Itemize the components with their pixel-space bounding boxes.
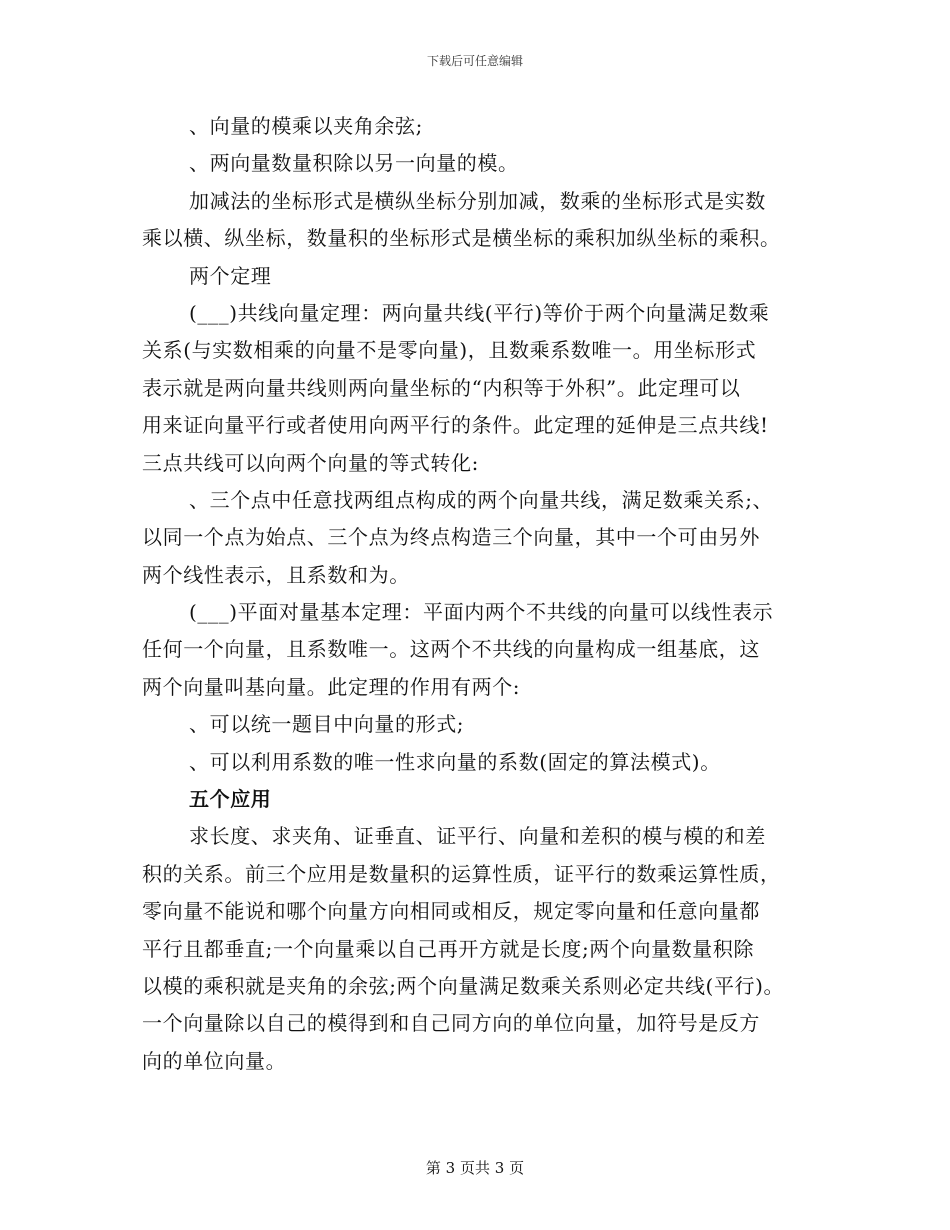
- paragraph-line: 、向量的模乘以夹角余弦;: [189, 114, 423, 138]
- paragraph-line: 以模的乘积就是夹角的余弦;两个向量满足数乘关系则必定共线(平行)。: [142, 973, 785, 998]
- paragraph-line: 以同一个点为始点、三个点为终点构造三个向量，其中一个可由另外: [142, 525, 760, 550]
- paragraph-line: (___)平面对量基本定理：平面内两个不共线的向量可以线性表示: [189, 600, 774, 625]
- paragraph-line: 三点共线可以向两个向量的等式转化:: [142, 450, 479, 475]
- paragraph-line: 向的单位向量。: [142, 1048, 287, 1073]
- paragraph-line: 加减法的坐标形式是横纵坐标分别加减，数乘的坐标形式是实数: [189, 188, 766, 213]
- paragraph-line: (___)共线向量定理：两向量共线(平行)等价于两个向量满足数乘: [189, 300, 770, 325]
- paragraph-line: 乘以横、纵坐标，数量积的坐标形式是横坐标的乘积加纵坐标的乘积。: [142, 226, 781, 251]
- paragraph-line: 用来证向量平行或者使用向两平行的条件。此定理的延伸是三点共线!: [142, 413, 769, 438]
- section-heading: 两个定理: [189, 263, 272, 288]
- paragraph-line: 关系(与实数相乘的向量不是零向量)，且数乘系数唯一。用坐标形式: [142, 338, 757, 363]
- paragraph-line: 一个向量除以自己的模得到和自己同方向的单位向量，加符号是反方: [142, 1011, 760, 1036]
- page-footer: 第 3 页共 3 页: [425, 1159, 525, 1177]
- page-header: 下载后可任意编辑: [426, 54, 523, 68]
- paragraph-line: 任何一个向量，且系数唯一。这两个不共线的向量构成一组基底，这: [142, 637, 760, 662]
- paragraph-line: 求长度、求夹角、证垂直、证平行、向量和差积的模与模的和差: [189, 824, 766, 849]
- paragraph-line: 积的关系。前三个应用是数量积的运算性质，证平行的数乘运算性质，: [142, 861, 781, 886]
- section-heading: 五个应用: [189, 787, 272, 812]
- paragraph-line: 表示就是两向量共线则两向量坐标的“内积等于外积”。此定理可以: [142, 375, 741, 400]
- paragraph-line: 平行且都垂直;一个向量乘以自己再开方就是长度;两个向量数量积除: [142, 936, 755, 961]
- paragraph-line: 两个线性表示，且系数和为。: [142, 562, 410, 587]
- paragraph-line: 零向量不能说和哪个向量方向相同或相反，规定零向量和任意向量都: [142, 899, 760, 924]
- document-body: [142, 108, 832, 1080]
- paragraph-line: 、两向量数量积除以另一向量的模。: [189, 151, 519, 176]
- paragraph-line: 两个向量叫基向量。此定理的作用有两个:: [142, 674, 521, 699]
- paragraph-line: 、可以利用系数的唯一性求向量的系数(固定的算法模式)。: [189, 749, 721, 774]
- paragraph-line: 、三个点中任意找两组点构成的两个向量共线，满足数乘关系;、: [189, 487, 774, 512]
- paragraph-line: 、可以统一题目中向量的形式;: [189, 712, 465, 737]
